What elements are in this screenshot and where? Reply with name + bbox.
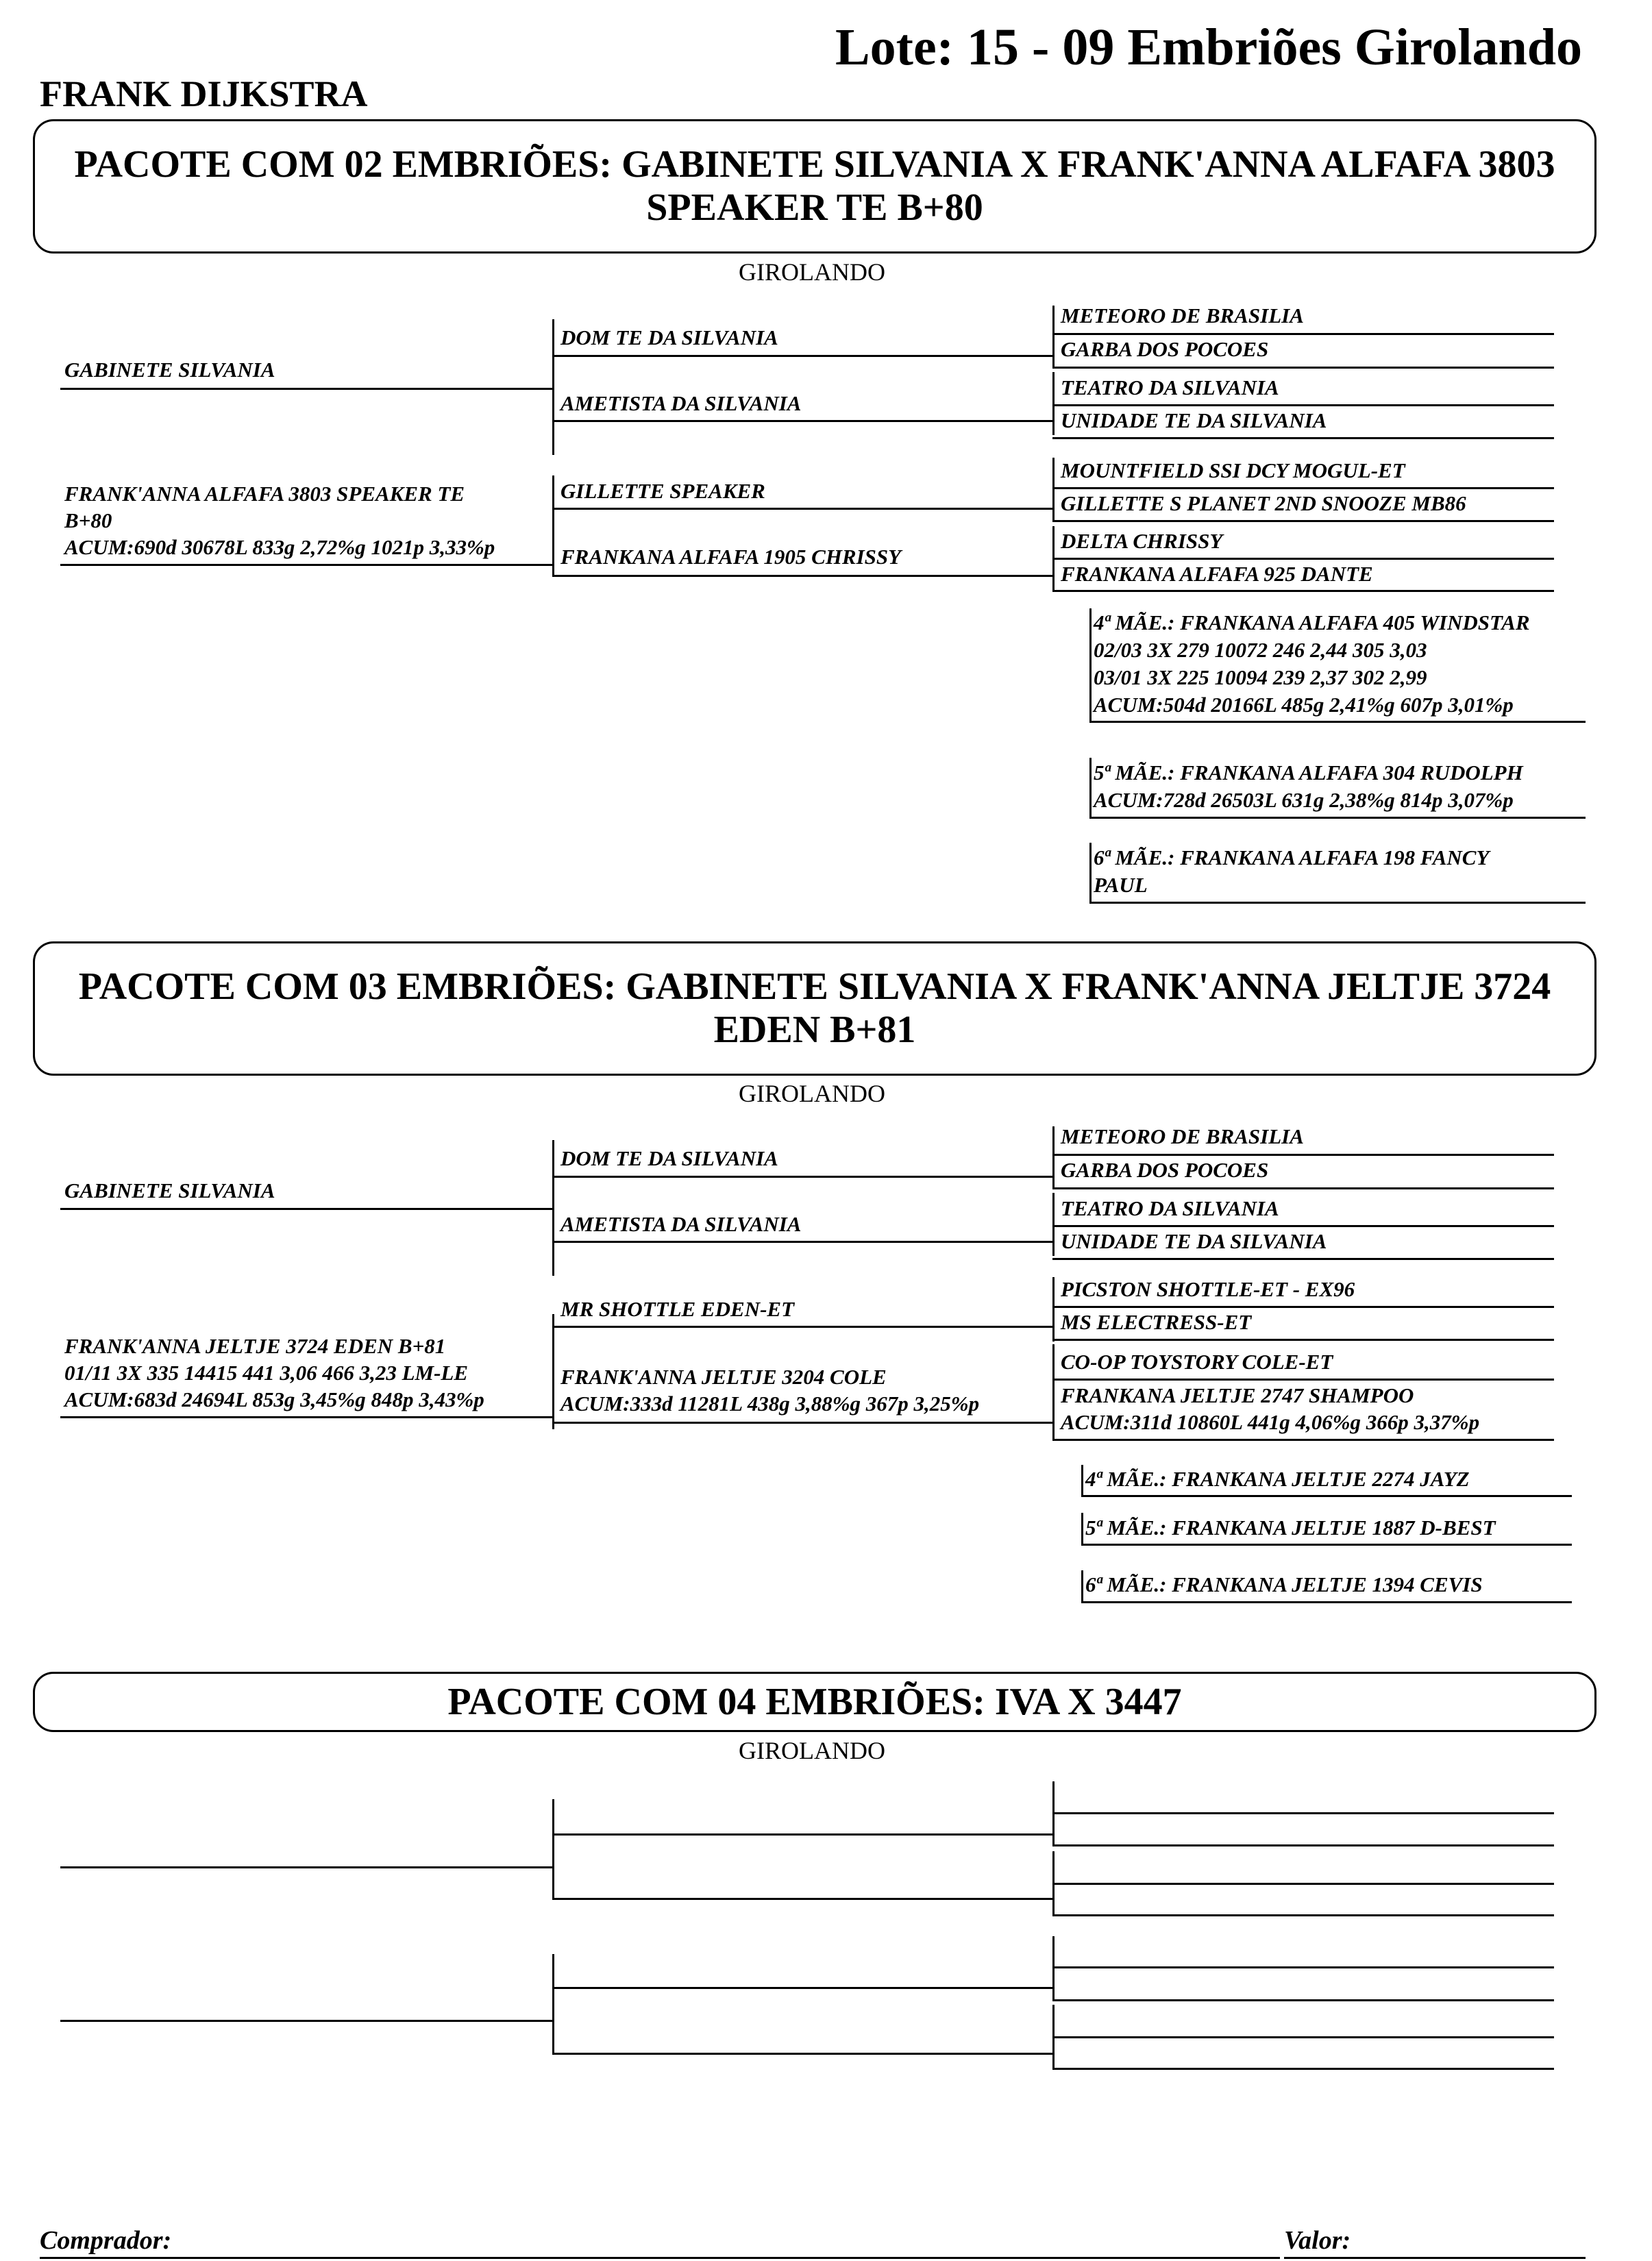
dam-production: ACUM:690d 30678L 833g 2,72%g 1021p 3,33%p — [64, 535, 495, 559]
sss-name: METEORO DE BRASILIA — [1061, 1124, 1304, 1148]
ancestor-line: ACUM:728d 26503L 631g 2,38%g 814p 3,07%p — [1094, 788, 1514, 812]
pedigree-line — [1052, 1999, 1554, 2001]
ancestor-6th-dam — [1094, 844, 1489, 899]
pedigree-bracket — [552, 1954, 554, 2054]
pedigree-bracket — [1052, 1936, 1055, 2001]
pedigree-line — [1081, 1601, 1572, 1603]
pedigree-line — [552, 1898, 1054, 1900]
sire-sire-name: DOM TE DA SILVANIA — [560, 325, 778, 349]
dam-sire-name: MR SHOTTLE EDEN-ET — [560, 1297, 795, 1321]
pedigree-bracket — [1052, 1344, 1055, 1440]
ddd-name: FRANKANA ALFAFA 925 DANTE — [1061, 562, 1373, 586]
pedigree-line — [552, 1422, 1054, 1424]
pedigree-bracket — [1052, 1126, 1055, 1189]
pedigree-line — [1052, 1306, 1554, 1308]
ancestor-4th-dam — [1094, 609, 1530, 719]
ancestor-6th-dam: 6ª MÃE.: FRANKANA JELTJE 1394 CEVIS — [1085, 1572, 1483, 1596]
pedigree-bracket — [1089, 843, 1092, 903]
value-label: Valor: — [1284, 2226, 1351, 2255]
pedigree-line — [552, 1176, 1054, 1178]
sire-name: GABINETE SILVANIA — [64, 1178, 275, 1202]
package-2-title: PACOTE COM 03 EMBRIÕES: GABINETE SILVANIA X FRANK'ANNA JELTJE 3724 EDEN B+81 — [78, 965, 1551, 1051]
sire-dam-name: AMETISTA DA SILVANIA — [560, 391, 802, 415]
pedigree-bracket — [1081, 1513, 1083, 1545]
ancestor-5th-dam: 5ª MÃE.: FRANKANA JELTJE 1887 D-BEST — [1085, 1516, 1496, 1540]
pedigree-line — [1052, 1339, 1554, 1341]
sds-name: TEATRO DA SILVANIA — [1061, 1196, 1279, 1220]
pedigree-line — [1089, 817, 1586, 819]
pedigree-bracket — [1089, 758, 1092, 818]
pedigree-bracket — [1081, 1570, 1083, 1603]
pedigree-line — [1052, 1379, 1554, 1381]
pedigree-line — [60, 1866, 554, 1868]
pedigree-line — [60, 1416, 554, 1418]
ancestor-4th-dam: 4ª MÃE.: FRANKANA JELTJE 2274 JAYZ — [1085, 1467, 1470, 1491]
ancestor-line: 5ª MÃE.: FRANKANA ALFAFA 304 RUDOLPH — [1094, 761, 1523, 784]
package-3-breed: GIROLANDO — [739, 1737, 885, 1764]
pedigree-line — [1052, 1812, 1554, 1814]
pedigree-bracket — [1089, 608, 1092, 722]
pedigree-line — [1052, 2068, 1554, 2070]
ddd-production: ACUM:311d 10860L 441g 4,06%g 366p 3,37%p — [1061, 1410, 1480, 1434]
buyer-label: Comprador: — [40, 2226, 172, 2255]
ancestor-5th-dam — [1094, 759, 1523, 814]
ancestor-line: ACUM:504d 20166L 485g 2,41%g 607p 3,01%p — [1094, 693, 1514, 717]
ancestor-line: 6ª MÃE.: FRANKANA ALFAFA 198 FANCY — [1094, 845, 1490, 869]
dam-sire-name: GILLETTE SPEAKER — [560, 479, 765, 503]
ancestor-line: PAUL — [1094, 873, 1148, 897]
ancestor-line: 03/01 3X 225 10094 239 2,37 302 2,99 — [1094, 665, 1427, 689]
pedigree-line — [552, 2053, 1054, 2055]
sdd-name: UNIDADE TE DA SILVANIA — [1061, 1229, 1327, 1253]
pedigree-bracket — [552, 1140, 554, 1276]
pedigree-line — [1052, 2036, 1554, 2038]
pedigree-line — [1052, 1439, 1554, 1441]
pedigree-line — [60, 2020, 554, 2022]
pedigree-line — [1081, 1544, 1572, 1546]
package-3-pedigree — [0, 0, 1652, 617]
lot-title: Lote: 15 - 09 Embriões Girolando — [835, 18, 1582, 76]
sire-sire-name: DOM TE DA SILVANIA — [560, 1146, 778, 1170]
pedigree-line — [1052, 1187, 1554, 1189]
pedigree-bracket — [1052, 1193, 1055, 1256]
dam-dam-name: FRANK'ANNA JELTJE 3204 COLE — [560, 1365, 887, 1389]
pedigree-line — [1052, 1914, 1554, 1916]
dam-name-line1: FRANK'ANNA JELTJE 3724 EDEN B+81 — [64, 1334, 446, 1358]
ancestor-line: 4ª MÃE.: FRANKANA ALFAFA 405 WINDSTAR — [1094, 610, 1530, 634]
sire-dam-name: AMETISTA DA SILVANIA — [560, 1212, 802, 1236]
dam-name-line1: FRANK'ANNA ALFAFA 3803 SPEAKER TE — [64, 482, 465, 506]
sss-name: METEORO DE BRASILIA — [1061, 304, 1304, 328]
pedigree-line — [60, 1208, 554, 1210]
package-2-breed: GIROLANDO — [739, 1080, 885, 1107]
dss-name: MOUNTFIELD SSI DCY MOGUL-ET — [1061, 458, 1405, 482]
pedigree-line — [552, 1987, 1054, 1989]
pedigree-line — [1081, 1495, 1572, 1497]
value-field-line[interactable] — [1284, 2257, 1586, 2259]
dam-dam-name: FRANKANA ALFAFA 1905 CHRISSY — [560, 545, 902, 569]
package-2-title-box — [33, 941, 1596, 1076]
pedigree-line — [1052, 1844, 1554, 1846]
dds-name: CO-OP TOYSTORY COLE-ET — [1061, 1350, 1333, 1374]
dam-name-line2: 01/11 3X 335 14415 441 3,06 466 3,23 LM-LE — [64, 1361, 469, 1385]
package-1-breed: GIROLANDO — [739, 258, 885, 286]
pedigree-line — [1089, 902, 1586, 904]
pedigree-line — [552, 1833, 1054, 1836]
dss-name: PICSTON SHOTTLE-ET - EX96 — [1061, 1277, 1355, 1301]
package-1-title: PACOTE COM 02 EMBRIÕES: GABINETE SILVANIA X FRANK'ANNA ALFAFA 3803 SPEAKER TE B+80 — [74, 143, 1555, 229]
pedigree-bracket — [552, 1314, 554, 1429]
ssd-name: GARBA DOS POCOES — [1061, 337, 1269, 361]
seller-name: FRANK DIJKSTRA — [40, 73, 368, 114]
pedigree-line — [1052, 1258, 1554, 1260]
pedigree-line — [1089, 721, 1586, 723]
sire-name: GABINETE SILVANIA — [64, 358, 275, 382]
dam-dam-production: ACUM:333d 11281L 438g 3,88%g 367p 3,25%p — [560, 1392, 980, 1416]
ddd-name: FRANKANA JELTJE 2747 SHAMPOO — [1061, 1383, 1414, 1407]
sds-name: TEATRO DA SILVANIA — [1061, 375, 1279, 399]
buyer-field-line[interactable] — [40, 2257, 1280, 2259]
pedigree-line — [1052, 1966, 1554, 1968]
pedigree-line — [1052, 1225, 1554, 1227]
dam-production: ACUM:683d 24694L 853g 3,45%g 848p 3,43%p — [64, 1387, 484, 1411]
pedigree-bracket — [1081, 1465, 1083, 1496]
pedigree-line — [552, 1326, 1054, 1328]
ssd-name: GARBA DOS POCOES — [1061, 1158, 1269, 1182]
dsd-name: MS ELECTRESS-ET — [1061, 1310, 1252, 1334]
pedigree-line — [552, 1241, 1054, 1243]
pedigree-bracket — [1052, 1277, 1055, 1342]
pedigree-line — [1052, 1154, 1554, 1156]
dds-name: DELTA CHRISSY — [1061, 529, 1223, 553]
pedigree-bracket — [552, 1799, 554, 1899]
dsd-name: GILLETTE S PLANET 2ND SNOOZE MB86 — [1061, 491, 1466, 515]
sdd-name: UNIDADE TE DA SILVANIA — [1061, 408, 1327, 432]
pedigree-line — [1052, 1883, 1554, 1885]
ancestor-line: 02/03 3X 279 10072 246 2,44 305 3,03 — [1094, 638, 1427, 662]
dam-name-line2: B+80 — [64, 508, 112, 532]
package-3-title: PACOTE COM 04 EMBRIÕES: IVA X 3447 — [447, 1680, 1182, 1723]
package-3-title-box — [33, 1672, 1596, 1732]
